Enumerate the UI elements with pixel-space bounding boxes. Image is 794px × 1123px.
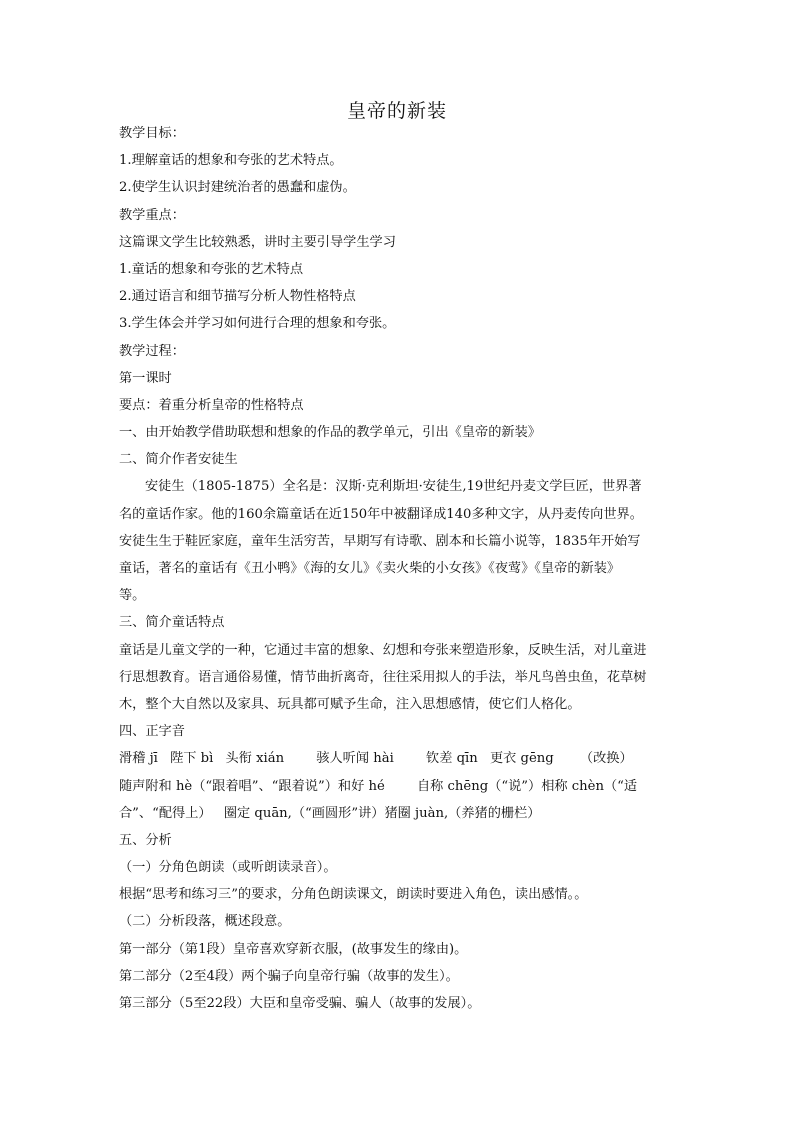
key-point: 要点：着重分析皇帝的性格特点 xyxy=(119,397,304,413)
fairy-paragraph-line: 童话是儿童文学的一种，它通过丰富的想象、幻想和夸张来塑造形象，反映生活，对儿童进 xyxy=(119,642,647,658)
lesson-label: 第一课时 xyxy=(119,370,172,386)
goal-item: 1.理解童话的想象和夸张的艺术特点。 xyxy=(119,153,343,169)
section-analysis-heading: 五、分析 xyxy=(119,832,172,848)
pronunciation-line xyxy=(119,800,679,827)
part-item: 第一部分（第1段）皇帝喜欢穿新衣服，(故事发生的缘由)。 xyxy=(119,941,468,957)
subsection-text: 根据“思考和练习三”的要求，分角色朗读课文，朗读时要进入角色，读出感情。。 xyxy=(119,887,588,903)
pron-note: （改换） xyxy=(579,751,633,767)
section-author-heading: 二、简介作者安徒生 xyxy=(119,452,238,468)
subsection-heading: （二）分析段落，概述段意。 xyxy=(119,914,291,930)
goals-heading: 教学目标： xyxy=(119,126,185,141)
section-pronunciation-heading: 四、正字音 xyxy=(119,724,185,740)
focus-item: 3.学生体会并学习如何进行合理的想象和夸张。 xyxy=(119,316,396,332)
author-paragraph-line: 等。 xyxy=(119,588,146,604)
fairy-paragraph-line: 行思想教育。语言通俗易懂，情节曲折离奇，往往采用拟人的手法，举凡鸟兽虫鱼，花草树 xyxy=(119,669,647,685)
section-fairy-heading: 三、简介童话特点 xyxy=(119,615,225,631)
pron-word: 随声附和 hè（“跟着唱”、“跟着说”）和好 hé xyxy=(119,778,385,794)
author-paragraph-line: 安徒生（1805-1875）全名是：汉斯·克利斯坦·安徒生,19世纪丹麦文学巨匠，世界著 xyxy=(145,479,642,495)
focus-intro: 这篇课文学生比较熟悉，讲时主要引导学生学习 xyxy=(119,234,396,250)
pron-word: 滑稽 jī xyxy=(119,751,158,767)
document-title: 皇帝的新装 xyxy=(346,100,447,122)
document-body xyxy=(119,120,679,1017)
focus-heading: 教学重点： xyxy=(119,207,185,223)
pron-word: 钦差 qīn xyxy=(426,751,478,767)
part-item: 第三部分（5至22段）大臣和皇帝受骗、骗人（故事的发展）。 xyxy=(119,996,481,1011)
section-intro: 一、由开始教学借助联想和想象的作品的教学单元，引出《皇帝的新装》 xyxy=(119,425,541,441)
focus-item: 1.童话的想象和夸张的艺术特点 xyxy=(119,261,304,277)
goal-item: 2.使学生认识封建统治者的愚蠢和虚伪。 xyxy=(119,180,356,196)
pron-word: 骇人听闻 hài xyxy=(316,751,394,767)
author-paragraph-line: 童话，著名的童话有《丑小鸭》《海的女儿》《卖火柴的小女孩》《夜莺》《皇帝的新装》 xyxy=(119,561,621,576)
pron-word: 自称 chēng（“说”）相称 chèn（“适 xyxy=(416,778,638,794)
focus-item: 2.通过语言和细节描写分析人物性格特点 xyxy=(119,289,356,305)
subsection-heading: （一）分角色朗读（或听朗读录音）。 xyxy=(119,860,337,876)
pron-word: 合”、“配得上） xyxy=(119,805,212,821)
pron-word: 更衣 gēng xyxy=(489,751,554,767)
pronunciation-line xyxy=(119,745,679,772)
pron-word: 圈定 quān,（“画圆形”讲）猪圈 juàn,（养猪的栅栏） xyxy=(223,805,541,821)
pron-word: 头衔 xián xyxy=(225,751,285,767)
pronunciation-line xyxy=(119,773,679,800)
process-heading: 教学过程： xyxy=(119,343,185,359)
author-paragraph-line: 安徒生生于鞋匠家庭，童年生活穷苦，早期写有诗歌、剧本和长篇小说等，1835年开始写 xyxy=(119,533,641,549)
part-item: 第二部分（2至4段）两个骗子向皇帝行骗（故事的发生）。 xyxy=(119,968,459,984)
pron-word: 陛下 bì xyxy=(170,751,214,767)
author-paragraph-line: 名的童话作家。他的160余篇童话在近150年中被翻译成140多种文字，从丹麦传向世界。 xyxy=(119,506,643,522)
fairy-paragraph-line: 木，整个大自然以及家具、玩具都可赋予生命，注入思想感情，使它们人格化。 xyxy=(119,696,581,712)
